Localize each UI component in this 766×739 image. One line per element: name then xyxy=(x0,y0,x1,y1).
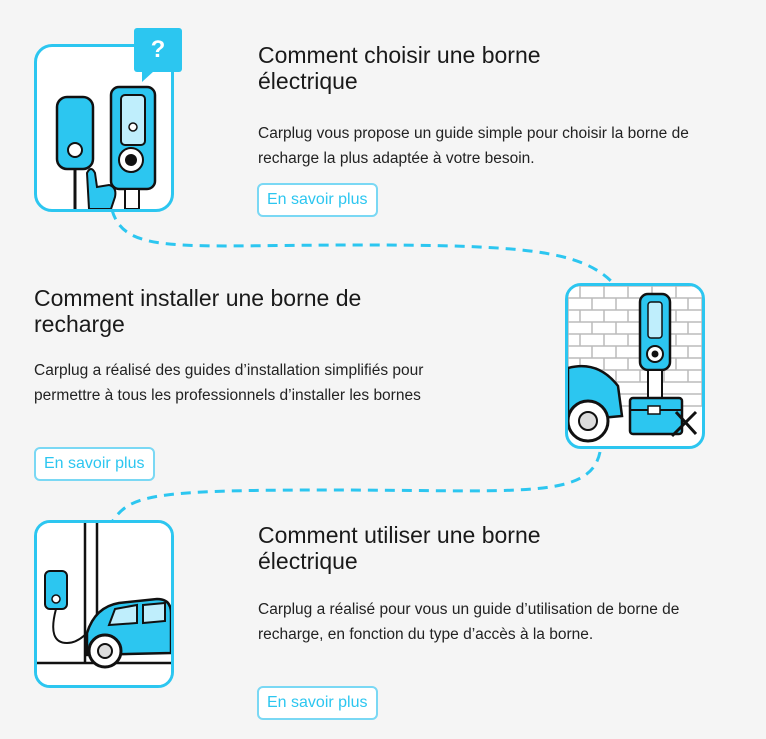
section-desc-install: Carplug a réalisé des guides d’installation simplifiés pour permettre à tous les professionnels d’installer les bornes xyxy=(34,362,424,404)
section-desc-use: Carplug a réalisé pour vous un guide d’utilisation de borne de recharge, en fonction du type d’accès à la borne. xyxy=(258,601,680,643)
learn-more-button-install[interactable]: En savoir plus xyxy=(34,447,155,481)
section-title-choose: Comment choisir une borne électrique xyxy=(258,42,541,94)
learn-more-button-choose[interactable]: En savoir plus xyxy=(257,183,378,217)
section-title-install: Comment installer une borne de recharge xyxy=(34,285,362,337)
use-charger-illustration xyxy=(34,520,174,688)
install-charger-illustration xyxy=(565,283,705,449)
question-icon: ? xyxy=(134,28,182,72)
section-title-use: Comment utiliser une borne électrique xyxy=(258,522,541,574)
section-desc-choose: Carplug vous propose un guide simple pour choisir la borne de recharge la plus adaptée à votre besoin. xyxy=(258,125,689,167)
learn-more-button-use[interactable]: En savoir plus xyxy=(257,686,378,720)
